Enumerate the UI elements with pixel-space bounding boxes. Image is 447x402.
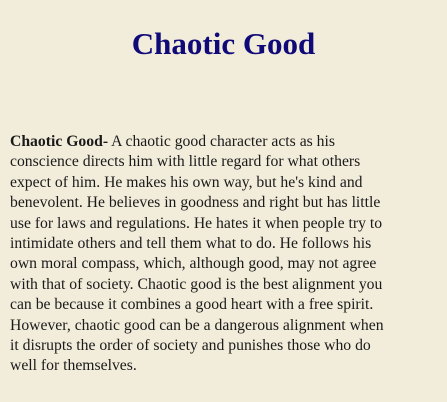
text-line-10: However, chaotic good can be a dangerous alignment when — [10, 316, 384, 334]
text-line-9: can be because it combines a good heart with a free spirit. — [10, 296, 374, 314]
page-title: Chaotic Good — [131, 26, 316, 61]
text-line-12: well for themselves. — [10, 357, 137, 375]
text-line-3: expect of him. He makes his own way, but he's kind and — [10, 173, 363, 191]
text-line-8: with that of society. Chaotic good is the best alignment you — [10, 275, 383, 293]
text-line-11: it disrupts the order of society and punishes those who do — [10, 337, 371, 355]
alignment-term: Chaotic Good- — [10, 133, 109, 150]
alignment-description — [10, 132, 438, 377]
text-line-1-rest: A chaotic good character acts as his — [108, 133, 335, 150]
text-line-7: own moral compass, which, although good, may not agree — [10, 255, 377, 273]
text-line-6: intimidate others and tell them what to do. He follows his — [10, 235, 372, 253]
text-line-4: benevolent. He believes in goodness and right but has little — [10, 194, 381, 212]
text-line-5: use for laws and regulations. He hates it when people try to — [10, 214, 383, 232]
text-line-2: conscience directs him with little regard for what others — [10, 153, 361, 171]
text-line-1 — [10, 132, 438, 152]
